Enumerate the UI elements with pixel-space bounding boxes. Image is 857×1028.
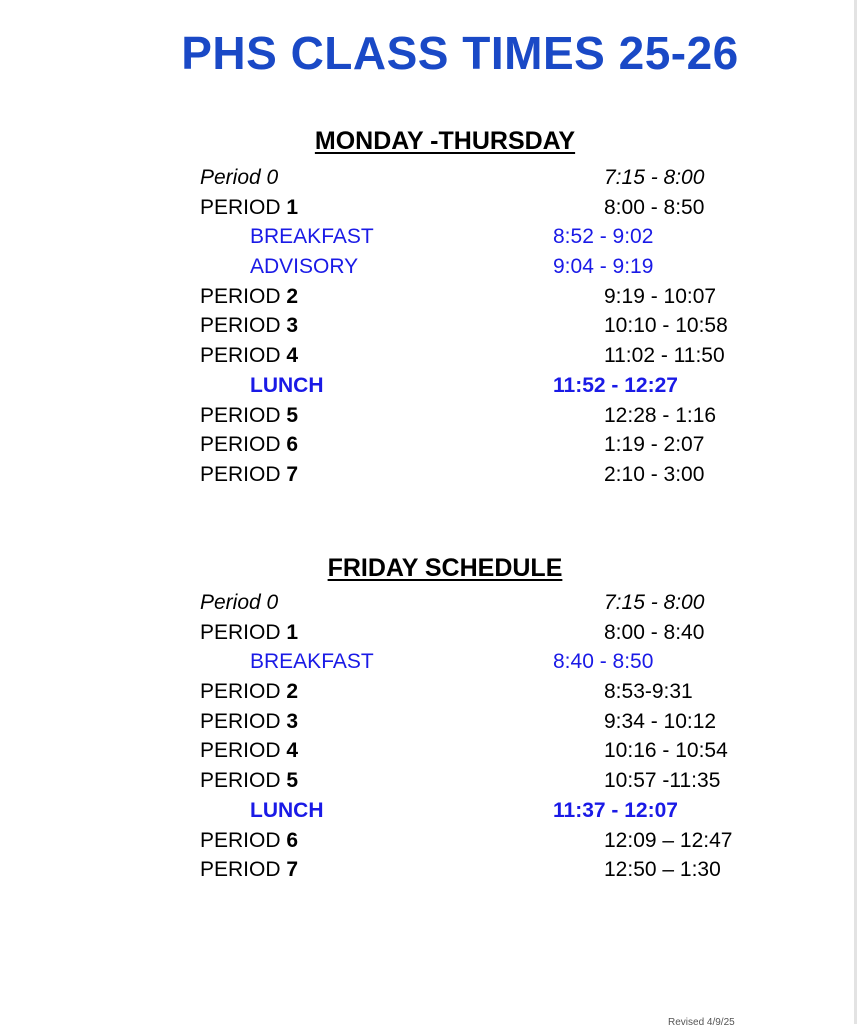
schedule-row-period-2 xyxy=(0,282,857,312)
schedule-row-period-5 xyxy=(0,766,857,796)
period-time: 8:00 - 8:40 xyxy=(604,620,705,644)
lunch-label: LUNCH xyxy=(250,373,324,397)
lunch-label: LUNCH xyxy=(250,798,324,822)
schedule-row-advisory xyxy=(0,252,857,282)
schedule-row-period-6 xyxy=(0,430,857,460)
monday-thursday-schedule xyxy=(0,163,857,490)
period-time: 2:10 - 3:00 xyxy=(604,462,705,486)
period-label: Period 0 xyxy=(200,591,279,614)
lunch-time: 11:52 - 12:27 xyxy=(553,373,678,397)
advisory-label: ADVISORY xyxy=(250,255,359,279)
period-label: PERIOD 6 xyxy=(200,433,299,457)
schedule-row-period-1 xyxy=(0,618,857,648)
period-time: 1:19 - 2:07 xyxy=(604,433,705,457)
period-time: 8:53-9:31 xyxy=(604,680,693,704)
schedule-row-period-2 xyxy=(0,677,857,707)
schedule-row-period-0 xyxy=(0,163,857,193)
monday-thursday-heading: MONDAY -THURSDAY xyxy=(314,127,576,155)
schedule-row-breakfast xyxy=(0,222,857,252)
friday-heading: FRIDAY SCHEDULE xyxy=(327,554,563,582)
schedule-row-period-4 xyxy=(0,341,857,371)
schedule-row-period-4 xyxy=(0,736,857,766)
period-time: 9:34 - 10:12 xyxy=(604,709,717,733)
period-label: PERIOD 1 xyxy=(200,620,299,644)
period-label: PERIOD 5 xyxy=(200,403,299,427)
period-label: PERIOD 3 xyxy=(200,709,299,733)
period-time: 12:50 – 1:30 xyxy=(604,858,721,882)
period-label: PERIOD 2 xyxy=(200,284,299,308)
revision-note: Revised 4/9/25 xyxy=(668,1017,735,1028)
period-label: PERIOD 6 xyxy=(200,828,299,852)
schedule-row-period-3 xyxy=(0,311,857,341)
page-title: PHS CLASS TIMES 25-26 xyxy=(181,27,739,79)
friday-schedule xyxy=(0,588,857,885)
period-time: 8:00 - 8:50 xyxy=(604,195,705,219)
period-label: Period 0 xyxy=(200,166,279,189)
schedule-row-period-7 xyxy=(0,460,857,490)
period-label: PERIOD 4 xyxy=(200,344,299,368)
period-label: PERIOD 7 xyxy=(200,858,299,882)
schedule-row-period-0 xyxy=(0,588,857,618)
breakfast-label: BREAKFAST xyxy=(250,225,374,249)
schedule-row-lunch xyxy=(0,796,857,826)
period-time: 10:16 - 10:54 xyxy=(604,739,728,763)
breakfast-time: 8:40 - 8:50 xyxy=(553,650,654,674)
period-label: PERIOD 7 xyxy=(200,462,299,486)
period-time: 11:02 - 11:50 xyxy=(604,344,725,368)
schedule-row-period-5 xyxy=(0,401,857,431)
schedule-row-breakfast xyxy=(0,647,857,677)
schedule-row-period-3 xyxy=(0,707,857,737)
period-time: 10:10 - 10:58 xyxy=(604,314,728,338)
schedule-row-period-7 xyxy=(0,855,857,885)
breakfast-label: BREAKFAST xyxy=(250,650,374,674)
breakfast-time: 8:52 - 9:02 xyxy=(553,225,654,249)
period-label: PERIOD 1 xyxy=(200,195,299,219)
schedule-row-period-6 xyxy=(0,826,857,856)
period-time: 10:57 -11:35 xyxy=(604,769,721,793)
period-time: 12:09 – 12:47 xyxy=(604,828,733,852)
advisory-time: 9:04 - 9:19 xyxy=(553,255,654,279)
period-label: PERIOD 5 xyxy=(200,769,299,793)
lunch-time: 11:37 - 12:07 xyxy=(553,798,678,822)
schedule-row-lunch xyxy=(0,371,857,401)
period-label: PERIOD 2 xyxy=(200,680,299,704)
schedule-row-period-1 xyxy=(0,193,857,223)
period-label: PERIOD 4 xyxy=(200,739,299,763)
period-time: 9:19 - 10:07 xyxy=(604,284,717,308)
period-time: 7:15 - 8:00 xyxy=(604,166,705,189)
period-time: 7:15 - 8:00 xyxy=(604,591,705,614)
period-time: 12:28 - 1:16 xyxy=(604,403,717,427)
period-label: PERIOD 3 xyxy=(200,314,299,338)
